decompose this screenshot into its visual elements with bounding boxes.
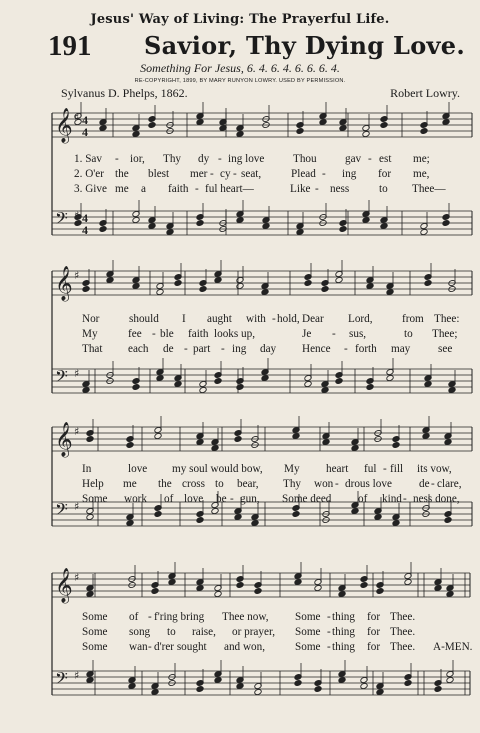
bass-clef-icon: 𝄢 [55, 208, 68, 232]
treble-clef-icon: 𝄞 [55, 266, 73, 301]
note-head [442, 119, 450, 126]
note-head [196, 517, 204, 524]
treble-clef-icon: 𝄞 [55, 422, 73, 457]
note-head [386, 289, 394, 296]
sharp-icon: ♯ [74, 111, 80, 124]
note-head [211, 508, 219, 515]
note-head [446, 677, 454, 684]
note-head [196, 686, 204, 693]
note-head [151, 588, 159, 595]
note-head [362, 217, 370, 224]
note-head [314, 585, 322, 592]
lyric-line: 2. O'er the blest mer - cy - seat, Plead - ing for me, [74, 168, 430, 180]
note-head [214, 677, 222, 684]
note-head [321, 286, 329, 293]
note-head [214, 591, 222, 598]
note-head [236, 217, 244, 224]
note-head [99, 226, 107, 233]
note-head [82, 387, 90, 394]
lyric-line: In love my soul would bow, My heart ful - fill its vow, [82, 463, 452, 475]
note-head [132, 131, 140, 138]
copyright-notice: RE-COPYRIGHT, 1899, BY MARY RUNYON LOWRY. USED BY PERMISSION. [134, 78, 346, 84]
sharp-icon: ♯ [74, 425, 80, 438]
note-head [199, 286, 207, 293]
sharp-icon: ♯ [74, 500, 80, 513]
note-head [254, 588, 262, 595]
note-head [366, 384, 374, 391]
note-head [294, 579, 302, 586]
time-signature: 4 [82, 113, 88, 127]
note-head [448, 387, 456, 394]
note-head [339, 125, 347, 132]
note-head [168, 579, 176, 586]
note-head [234, 514, 242, 521]
note-head [86, 591, 94, 598]
note-head [296, 128, 304, 135]
note-head [424, 381, 432, 388]
note-head [174, 280, 182, 287]
note-head [174, 381, 182, 388]
running-title: Jesus' Way of Living: The Prayerful Life. [90, 12, 390, 27]
note-head [380, 223, 388, 230]
lyric-line: Help me the cross to bear, Thy won - drous love de - clare, [82, 478, 462, 490]
note-head [444, 517, 452, 524]
note-head [374, 514, 382, 521]
note-head [404, 680, 412, 687]
note-head [196, 119, 204, 126]
note-head [251, 520, 259, 527]
lyric-line: 3. Give me a faith - ful heart— Like - ness to Thee— [74, 183, 446, 195]
note-head [321, 387, 329, 394]
lyric-line: That each de - part - ing day Hence - forth may see [82, 343, 453, 355]
note-head [196, 439, 204, 446]
note-head [339, 226, 347, 233]
bass-clef-icon: 𝄢 [55, 366, 68, 390]
note-head [126, 520, 134, 527]
note-head [99, 125, 107, 132]
note-head [166, 229, 174, 236]
note-head [404, 579, 412, 586]
hymn-number: 191 [48, 30, 92, 62]
note-head [128, 683, 136, 690]
author-credit: Sylvanus D. Phelps, 1862. [61, 86, 188, 100]
note-head [86, 436, 94, 443]
bass-clef-icon: 𝄢 [55, 499, 68, 523]
note-head [338, 677, 346, 684]
note-head [338, 591, 346, 598]
time-signature: 4 [82, 125, 88, 139]
note-head [106, 277, 114, 284]
note-head [154, 433, 162, 440]
note-head [254, 689, 262, 696]
note-head [392, 442, 400, 449]
note-head [322, 439, 330, 446]
note-head [199, 387, 207, 394]
note-head [360, 683, 368, 690]
note-head [420, 229, 428, 236]
note-head [314, 686, 322, 693]
note-head [446, 591, 454, 598]
note-head [236, 384, 244, 391]
note-head [296, 229, 304, 236]
note-head [351, 445, 359, 452]
note-head [422, 433, 430, 440]
note-head [132, 283, 140, 290]
note-head [304, 381, 312, 388]
lyric-line: Some wan - d'rer sought and won, Some - thing for Thee. A-MEN. [82, 641, 473, 653]
note-head [196, 220, 204, 227]
note-head [234, 436, 242, 443]
note-head [444, 439, 452, 446]
note-head [442, 220, 450, 227]
note-head [148, 122, 156, 129]
note-head [351, 508, 359, 515]
note-head [236, 683, 244, 690]
composer-credit: Robert Lowry. [390, 86, 460, 100]
sharp-icon: ♯ [74, 269, 80, 282]
time-signature: 4 [82, 211, 88, 225]
note-head [366, 283, 374, 290]
note-head [362, 131, 370, 138]
note-head [132, 217, 140, 224]
note-head [132, 384, 140, 391]
note-head [380, 122, 388, 129]
note-head [151, 689, 159, 696]
note-head [236, 131, 244, 138]
tune-meter-line: Something For Jesus, 6. 4. 6. 4. 6. 6. 6. 4. [140, 61, 340, 75]
note-head [262, 223, 270, 230]
sharp-icon: ♯ [74, 669, 80, 682]
note-head [211, 445, 219, 452]
lyric-line: 1. Sav - ior, Thy dy - ing love Thou gav - est me; [74, 153, 430, 165]
hymn-title: Savior, Thy Dying Love. [144, 31, 465, 60]
note-head [261, 375, 269, 382]
lyric-line: My fee - ble faith looks up, Je - sus, to Thee; [82, 328, 458, 340]
lyric-line: Some of - f'ring bring Thee now, Some - thing for Thee. [82, 611, 416, 623]
note-head [420, 128, 428, 135]
note-head [154, 511, 162, 518]
treble-clef-icon: 𝄞 [55, 108, 73, 143]
note-head [386, 375, 394, 382]
note-head [236, 283, 244, 290]
note-head [86, 677, 94, 684]
note-head [82, 286, 90, 293]
note-head [376, 588, 384, 595]
note-head [86, 514, 94, 521]
note-head [392, 520, 400, 527]
time-signature: 4 [82, 223, 88, 237]
note-head [376, 689, 384, 696]
bass-clef-icon: 𝄢 [55, 668, 68, 692]
note-head [335, 378, 343, 385]
note-head [360, 582, 368, 589]
lyric-line: Some work of love be - gun, Some deed of kind - ness done, [82, 493, 460, 505]
note-head [126, 442, 134, 449]
note-head [148, 223, 156, 230]
note-head [434, 585, 442, 592]
note-head [261, 289, 269, 296]
note-head [335, 277, 343, 284]
note-head [319, 119, 327, 126]
note-head [292, 433, 300, 440]
treble-clef-icon: 𝄞 [55, 568, 73, 603]
note-head [236, 582, 244, 589]
sharp-icon: ♯ [74, 367, 80, 380]
lyric-line: Nor should I aught with - hold, Dear Lord, from Thee: [82, 313, 460, 325]
note-head [304, 280, 312, 287]
note-head [294, 680, 302, 687]
note-head [156, 289, 164, 296]
note-head [214, 277, 222, 284]
note-head [424, 280, 432, 287]
lyric-line: Some song to raise, or prayer, Some - thing for Thee. [82, 626, 416, 638]
note-head [196, 585, 204, 592]
note-head [292, 511, 300, 518]
note-head [214, 378, 222, 385]
note-head [434, 686, 442, 693]
note-head [156, 375, 164, 382]
sharp-icon: ♯ [74, 571, 80, 584]
